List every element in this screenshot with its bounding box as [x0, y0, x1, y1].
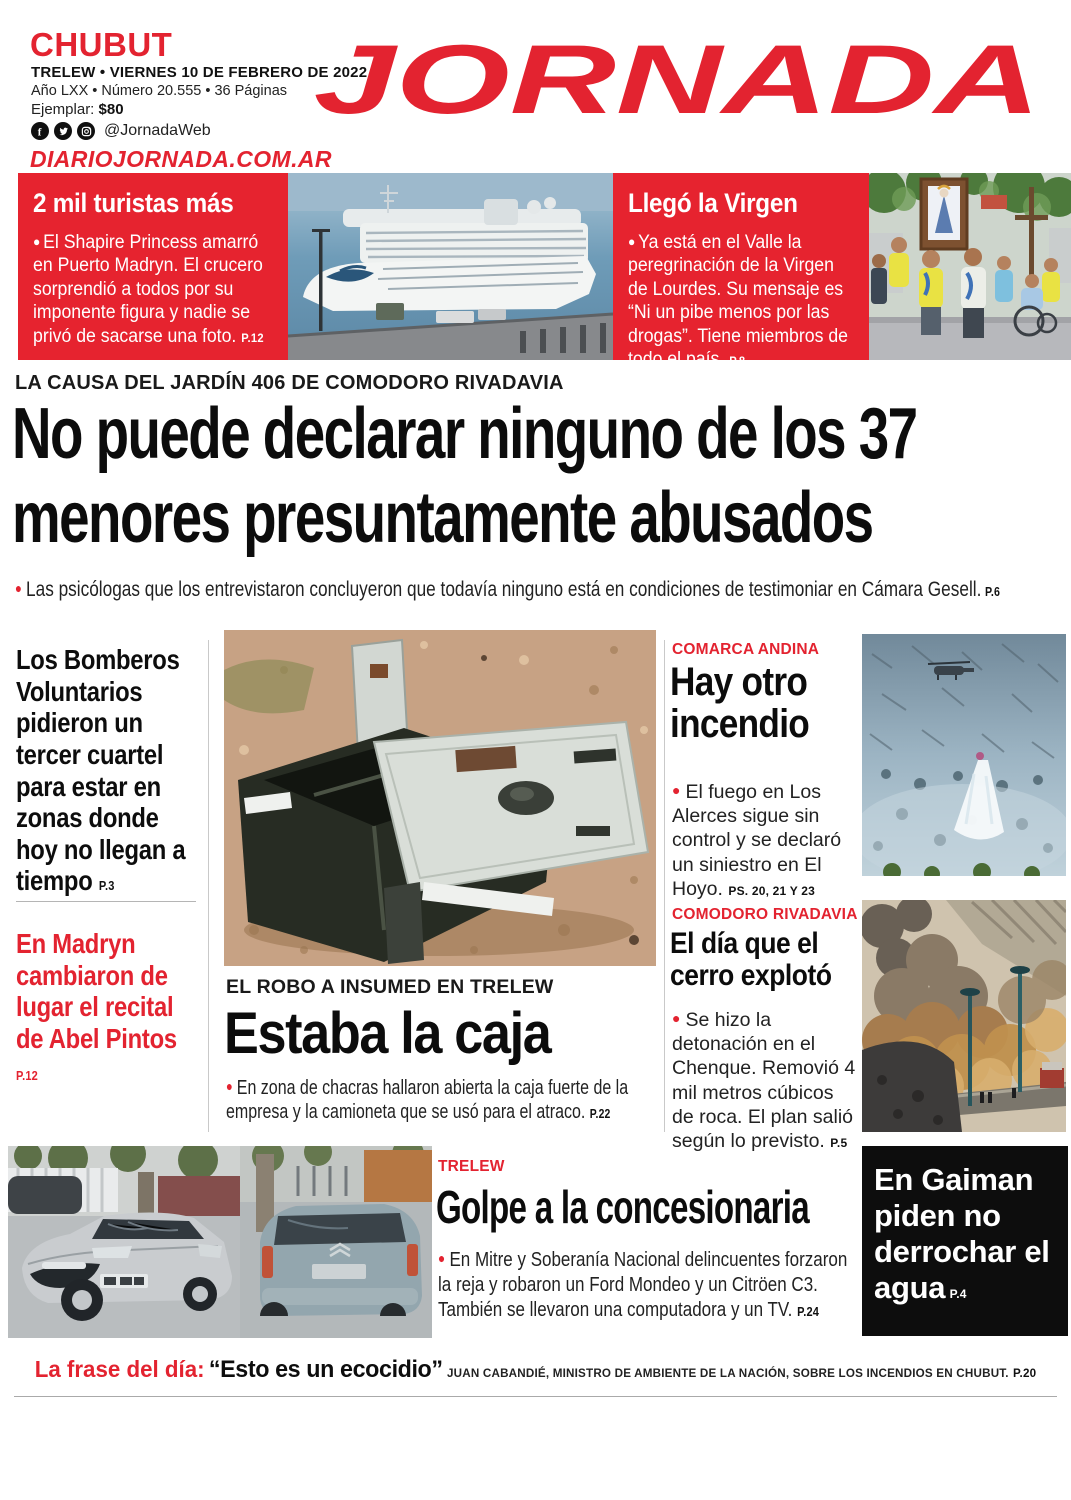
price-value: $80 — [98, 101, 124, 118]
stolen-cars-photo — [8, 1146, 432, 1338]
lead-kicker: LA CAUSA DEL JARDÍN 406 DE COMODORO RIVADAVIA — [15, 372, 564, 394]
cerro-deck — [672, 1008, 858, 1153]
facebook-icon — [31, 122, 49, 140]
bomberos-headline: Los Bomberos Voluntarios pidieron un tercer cuartel para estar en zonas donde hoy no llegan a tiempo — [16, 644, 186, 897]
svg-text:f: f — [37, 126, 41, 137]
story-gaiman — [862, 1146, 1068, 1336]
logo-text: JORNADA — [314, 24, 1041, 134]
center-deck-text: En zona de chacras hallaron abierta la caja fuerte de la empresa y la camioneta que se usó para el atraco. — [226, 1077, 629, 1124]
column-divider — [664, 640, 665, 1132]
madryn-page: P.12 — [16, 1067, 38, 1083]
banner-right-page: P.8 — [729, 354, 746, 369]
virgin-pilgrimage-photo — [869, 173, 1071, 360]
incendio-kicker: COMARCA ANDINA — [672, 641, 820, 658]
banner-left-page: P.12 — [241, 330, 264, 345]
social-handle: @JornadaWeb — [104, 122, 211, 139]
cerro-deck-text: Se hizo la detonación en el Chenque. Removió 4 mil metros cúbicos de roca. El plan salió según lo previsto. — [672, 1009, 856, 1152]
concesionaria-headline-text: Golpe a la concesionaria — [436, 1181, 809, 1233]
bullet-icon: ● — [672, 1010, 681, 1026]
bullet-icon: ● — [226, 1078, 233, 1094]
banner-left-text: El Shapire Princess amarró en Puerto Madryn. El crucero sorprendió a todos por su imponente figura y nadie se privó de sacarse una foto. — [33, 231, 263, 347]
cerro-headline — [670, 928, 854, 993]
lead-deck — [15, 578, 1071, 602]
cerro-headline-line2: cerro explotó — [670, 959, 832, 993]
banner-story-turistas — [18, 173, 288, 360]
gaiman-headline: En Gaiman piden no derrochar el agua — [874, 1162, 1050, 1305]
madryn-headline: En Madryn cambiaron de lugar el recital de Abel Pintos — [16, 928, 177, 1054]
lead-headline — [12, 394, 1071, 558]
price-line — [31, 101, 124, 118]
quote-attribution: JUAN CABANDIÉ, MINISTRO DE AMBIENTE DE LA NACIÓN, SOBRE LOS INCENDIOS EN CHUBUT. — [446, 1366, 1009, 1380]
safe-box-photo — [224, 630, 656, 966]
region-label: CHUBUT — [30, 26, 173, 63]
incendio-headline — [670, 662, 828, 745]
bullet-icon: ● — [628, 233, 636, 249]
center-headline-text: Estaba la caja — [224, 1001, 551, 1066]
lead-page: P.6 — [985, 584, 1001, 599]
concesionaria-deck-text: En Mitre y Soberanía Nacional delincuentes forzaron la reja y robaron un Ford Mondeo y un Citröen C3. También se llevaron una computadora y un TV. — [438, 1249, 848, 1321]
quote-page: P.20 — [1013, 1366, 1037, 1380]
bullet-icon: ● — [15, 580, 22, 596]
banner-right-text: Ya está en el Valle la peregrinación de la Virgen de Lourdes. Su mensaje es “Ni un pibe menos por las drogas”. Tiene miembros de todo el país. — [628, 231, 849, 371]
bomberos-page: P.3 — [98, 878, 115, 894]
bottom-rule — [14, 1396, 1057, 1397]
gaiman-page: P.4 — [949, 1286, 967, 1301]
center-kicker: EL ROBO A INSUMED EN TRELEW — [226, 976, 554, 998]
edition-info: Año LXX • Número 20.555 • 36 Páginas — [31, 83, 288, 99]
website-url: DIARIOJORNADA.COM.AR — [30, 146, 332, 172]
left-column-divider — [16, 901, 196, 902]
cerro-headline-line1: El día que el — [670, 927, 819, 960]
dateline: TRELEW • VIERNES 10 DE FEBRERO DE 2022 — [31, 64, 368, 81]
instagram-icon — [77, 122, 95, 140]
quote-text: “Esto es un ecocidio” — [208, 1356, 443, 1383]
banner-left-body — [33, 231, 275, 349]
helicopter-fire-photo — [862, 634, 1066, 876]
cerro-kicker: COMODORO RIVADAVIA — [672, 906, 858, 923]
social-row — [31, 122, 211, 140]
lead-deck-text: Las psicólogas que los entrevistaron concluyeron que todavía ninguno está en condiciones de testimoniar en Cámara Gesell. — [26, 578, 982, 601]
bullet-icon: ● — [438, 1250, 446, 1266]
center-page: P.22 — [589, 1106, 611, 1122]
hill-explosion-photo — [862, 900, 1066, 1132]
banner-right-title: Llegó la Virgen — [628, 188, 798, 218]
cruise-ship-photo — [288, 173, 613, 360]
story-madryn — [16, 928, 230, 1086]
top-banner — [18, 173, 1071, 371]
bullet-icon: ● — [33, 233, 41, 249]
banner-right-body — [628, 231, 857, 372]
lead-headline-line2: menores presuntamente abusados — [12, 478, 873, 558]
newspaper-logo — [314, 24, 1041, 134]
incendio-deck — [672, 780, 858, 901]
center-headline — [224, 1000, 587, 1067]
incendio-headline-line2: incendio — [670, 701, 810, 746]
cerro-page: P.5 — [830, 1135, 848, 1150]
banner-story-virgen — [613, 173, 869, 371]
incendio-headline-line1: Hay otro — [670, 660, 808, 704]
concesionaria-page: P.24 — [797, 1303, 820, 1319]
concesionaria-kicker: TRELEW — [438, 1158, 505, 1175]
quote-strip — [16, 1356, 1055, 1384]
incendio-page: PS. 20, 21 Y 23 — [728, 883, 815, 898]
lead-headline-line1: No puede declarar ninguno de los 37 — [12, 394, 917, 474]
story-bomberos — [16, 644, 230, 897]
bullet-icon: ● — [672, 782, 681, 798]
quote-label: La frase del día: — [34, 1356, 205, 1382]
twitter-icon — [54, 122, 72, 140]
concesionaria-deck — [438, 1248, 926, 1322]
incendio-deck-text: El fuego en Los Alerces sigue sin control y se declaró un siniestro en El Hoyo. — [672, 781, 842, 900]
banner-left-title: 2 mil turistas más — [33, 188, 234, 218]
price-label: Ejemplar: — [31, 101, 95, 118]
